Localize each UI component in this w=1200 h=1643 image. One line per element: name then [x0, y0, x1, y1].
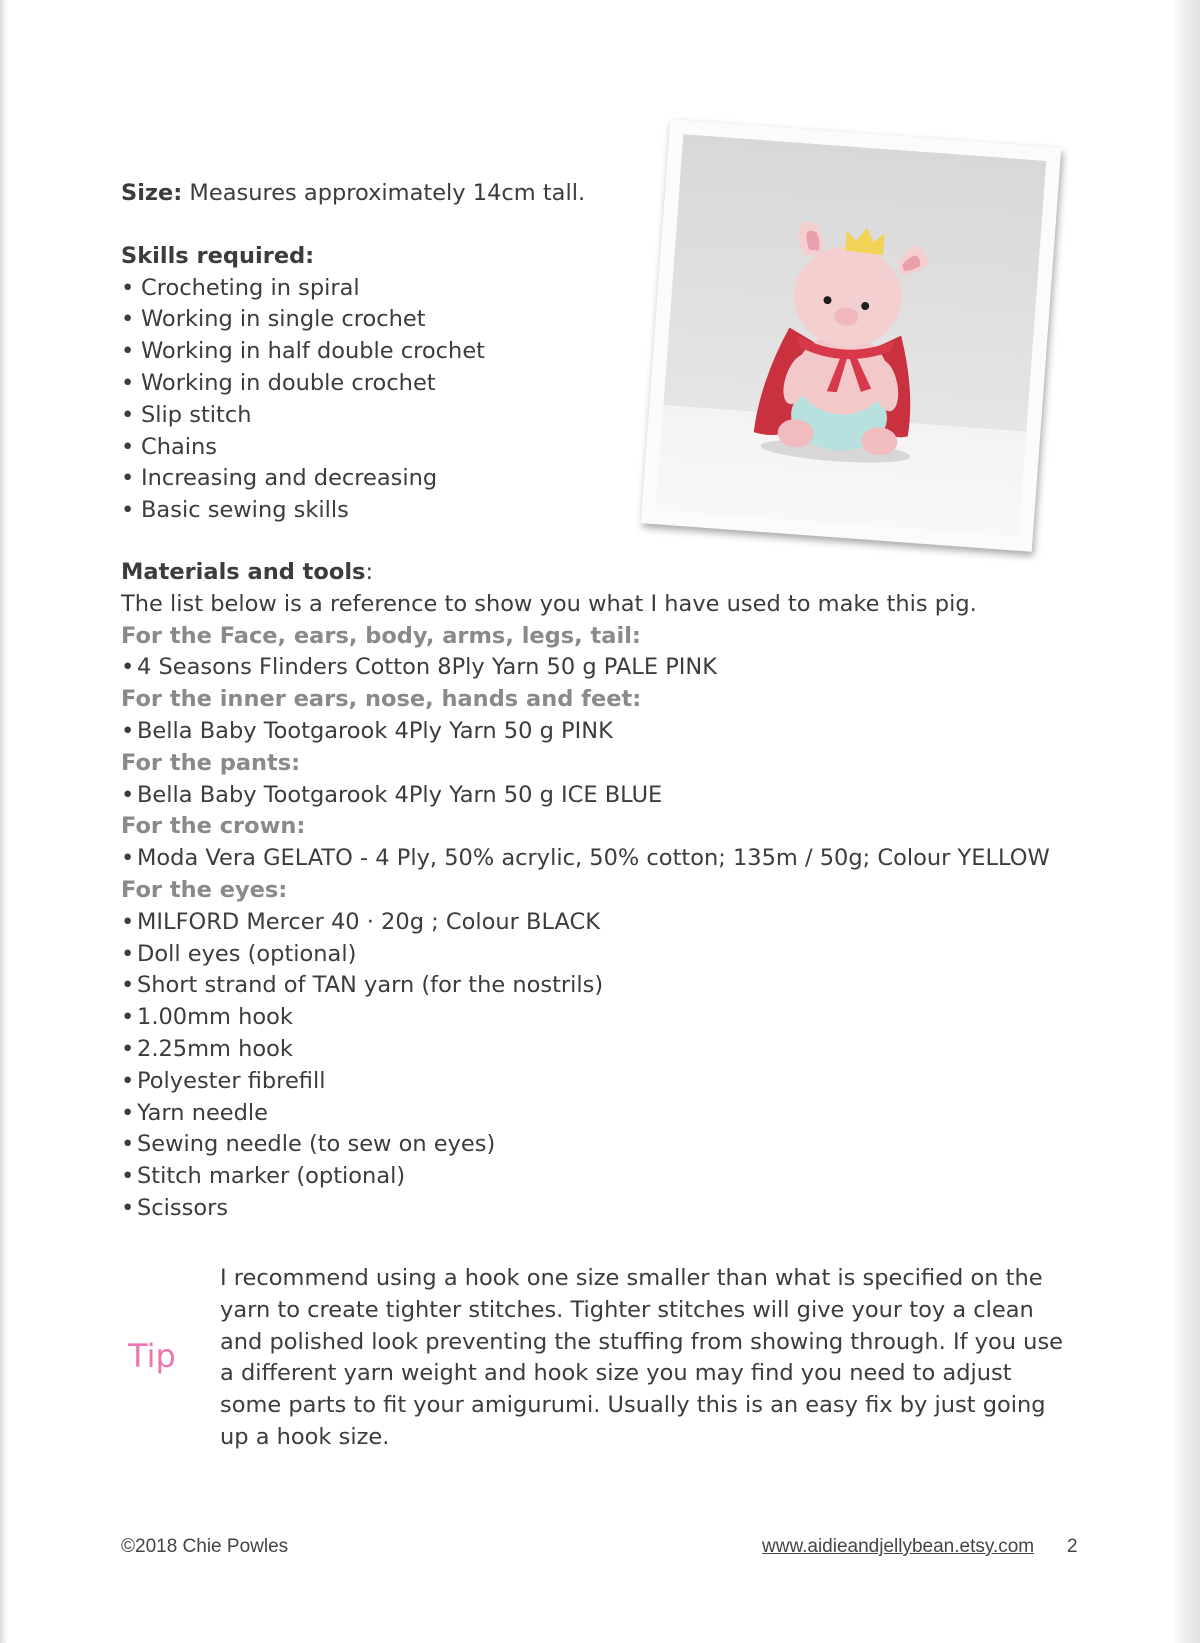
tip-line: yarn to create tighter stitches. Tighter stitches will give your toy a clean: [220, 1296, 1034, 1323]
materials-heading-colon: :: [365, 558, 374, 585]
skills-item-text: Slip stitch: [141, 401, 252, 428]
skills-item: [121, 463, 1041, 495]
tip-text: [220, 1263, 1064, 1454]
size-label: Size:: [121, 180, 183, 206]
tip-label: Tip: [128, 1337, 176, 1375]
bullet-icon: •: [121, 940, 135, 967]
bullet-icon: •: [121, 306, 135, 333]
bullet-icon: •: [121, 1004, 135, 1031]
materials-item: [121, 1002, 1041, 1034]
bullet-icon: •: [121, 908, 135, 935]
materials-item: [121, 1129, 1041, 1161]
materials-item-text: Short strand of TAN yarn (for the nostrils): [137, 972, 604, 999]
materials-item: [121, 780, 1041, 812]
size-line: [121, 178, 1041, 210]
materials-item-text: Polyester fibrefill: [137, 1067, 326, 1094]
bullet-icon: •: [121, 465, 135, 492]
bullet-icon: •: [121, 1131, 135, 1158]
page-content: [121, 178, 1050, 1225]
materials-item-text: Stitch marker (optional): [137, 1163, 406, 1190]
tip-line: I recommend using a hook one size smaller than what is specified on the: [220, 1265, 1043, 1291]
footer-copyright: ©2018 Chie Powles: [121, 1536, 289, 1557]
bullet-icon: •: [121, 433, 135, 460]
page-number: 2: [1067, 1536, 1078, 1557]
website-link[interactable]: www.aidieandjellybean.etsy.com: [762, 1536, 1035, 1557]
materials-intro: The list below is a reference to show you what I have used to make this pig.: [121, 590, 977, 617]
bullet-icon: •: [121, 338, 135, 365]
materials-item-text: Scissors: [137, 1194, 229, 1221]
footer-website: [762, 1536, 1034, 1558]
tip-line: some parts to fit your amigurumi. Usually this is an easy fix by just going: [220, 1392, 1046, 1419]
bullet-icon: •: [121, 1194, 135, 1221]
materials-group-heading: For the Face, ears, body, arms, legs, tail:: [121, 622, 641, 649]
skills-item: [121, 400, 1041, 432]
bullet-icon: •: [121, 1099, 135, 1126]
skills-item-text: Crocheting in spiral: [141, 274, 360, 301]
page-edge-right: [1172, 0, 1200, 1643]
tip-line: a different yarn weight and hook size you may find you need to adjust: [220, 1360, 1012, 1387]
bullet-icon: •: [121, 1035, 135, 1062]
skills-item: [121, 336, 1041, 368]
bullet-icon: •: [121, 401, 135, 428]
page-edge-left: [0, 0, 8, 1643]
materials-group-heading: For the inner ears, nose, hands and feet:: [121, 686, 642, 713]
bullet-icon: •: [121, 497, 135, 524]
skills-heading: Skills required:: [121, 242, 315, 269]
skills-item-text: Working in half double crochet: [141, 338, 485, 365]
materials-item: [121, 1161, 1041, 1193]
skills-item: [121, 368, 1041, 400]
skills-item-text: Basic sewing skills: [141, 497, 349, 524]
materials-item: [121, 843, 1050, 875]
tip-line: up a hook size.: [220, 1423, 390, 1450]
materials-item-text: 2.25mm hook: [137, 1035, 293, 1062]
materials-item-text: Bella Baby Tootgarook 4Ply Yarn 50 g PINK: [137, 717, 613, 744]
materials-item: [121, 1193, 1041, 1225]
bullet-icon: •: [121, 1163, 135, 1190]
materials-item: [121, 1066, 1041, 1098]
materials-group-heading: For the crown:: [121, 813, 306, 840]
skills-item: [121, 273, 1041, 305]
bullet-icon: •: [121, 781, 135, 808]
materials-item-text: Sewing needle (to sew on eyes): [137, 1131, 496, 1158]
bullet-icon: •: [121, 654, 135, 681]
skills-item: [121, 432, 1041, 464]
materials-item-text: Bella Baby Tootgarook 4Ply Yarn 50 g ICE BLUE: [137, 781, 663, 808]
materials-heading: Materials and tools: [121, 558, 366, 585]
tip-line: and polished look preventing the stuffing from showing through. If you use: [220, 1328, 1064, 1355]
materials-group-heading: For the eyes:: [121, 876, 288, 903]
bullet-icon: •: [121, 845, 135, 872]
materials-item: [121, 716, 1041, 748]
materials-item-text: MILFORD Mercer 40 · 20g ; Colour BLACK: [137, 908, 600, 935]
bullet-icon: •: [121, 1067, 135, 1094]
materials-item-text: 4 Seasons Flinders Cotton 8Ply Yarn 50 g PALE PINK: [137, 654, 717, 681]
size-text: Measures approximately 14cm tall.: [182, 180, 586, 206]
materials-item: [121, 1034, 1041, 1066]
bullet-icon: •: [121, 369, 135, 396]
skills-item: [121, 495, 1041, 527]
materials-heading-line: [121, 557, 1041, 589]
materials-item: [121, 970, 1041, 1002]
skills-item: [121, 304, 1041, 336]
materials-groups: [121, 621, 1050, 1225]
materials-item-text: 1.00mm hook: [137, 1004, 293, 1031]
bullet-icon: •: [121, 972, 135, 999]
bullet-icon: •: [121, 717, 135, 744]
materials-item-text: Doll eyes (optional): [137, 940, 357, 967]
skills-item-text: Working in double crochet: [141, 369, 436, 396]
materials-group-heading: For the pants:: [121, 749, 301, 776]
materials-item-text: Yarn needle: [137, 1099, 269, 1126]
skills-item-text: Increasing and decreasing: [141, 465, 438, 492]
bullet-icon: •: [121, 274, 135, 301]
materials-item: [121, 907, 1041, 939]
skills-item-text: Chains: [141, 433, 217, 460]
skills-list: [121, 273, 1041, 527]
materials-item: [121, 1098, 1041, 1130]
skills-item-text: Working in single crochet: [141, 306, 426, 333]
materials-item-text: Moda Vera GELATO - 4 Ply, 50% acrylic, 50% cotton; 135m / 50g; Colour YELLOW: [137, 845, 1050, 872]
materials-item: [121, 939, 1041, 971]
materials-item: [121, 652, 1041, 684]
